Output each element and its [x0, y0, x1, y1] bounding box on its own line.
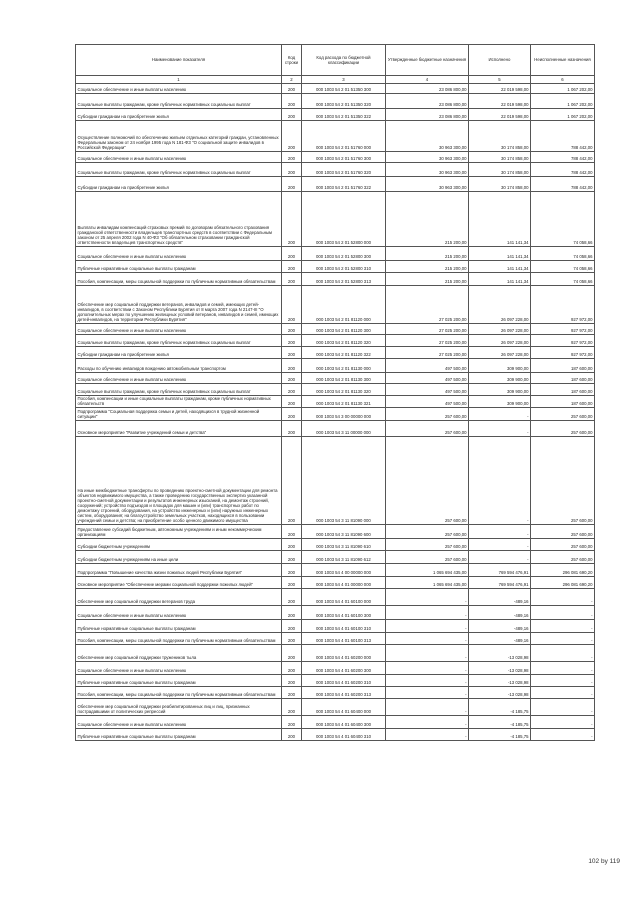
table-row: [76, 525, 595, 539]
cell-executed: -489,16: [469, 633, 531, 645]
table-row: [76, 324, 595, 335]
cell-name: Субсидии гражданам на приобретение жилья: [76, 109, 282, 121]
table-row: [76, 347, 595, 359]
table-row: [76, 539, 595, 551]
cell-code: 200: [282, 699, 302, 716]
cell-executed: -: [469, 437, 531, 525]
cell-name: Обеспечение мер социальной поддержки ветеранов труда: [76, 589, 282, 606]
cell-unexecuted: 74 058,66: [531, 247, 595, 261]
cell-name: Обеспечение мер социальной поддержки реабилитированных лиц и лиц, признанных пострадавшими от политических репрессий: [76, 699, 282, 716]
cell-executed: 22 019 598,00: [469, 84, 531, 94]
cell-name: Публичные нормативные социальные выплаты гражданам: [76, 675, 282, 687]
cell-kbk: 000 1003 54 3 11 81090 000: [302, 437, 386, 525]
cell-code: 200: [282, 539, 302, 551]
column-number: 6: [531, 76, 595, 84]
cell-approved: -: [386, 645, 469, 662]
cell-name: Подпрограмма "Социальная поддержка семьи и детей, находящихся в трудной жизненной ситуации": [76, 408, 282, 421]
column-number: 1: [76, 76, 282, 84]
header-kbk: Код расхода по бюджетной классификации: [302, 45, 386, 76]
table-row: [76, 261, 595, 273]
cell-kbk: 000 1003 54 2 01 81120 300: [302, 324, 386, 335]
cell-code: 200: [282, 662, 302, 675]
cell-name: Пособия, компенсации и иные социальные выплаты гражданам, кроме публичных нормативных обязательств: [76, 396, 282, 408]
cell-kbk: 000 1003 54 4 01 60400 300: [302, 716, 386, 729]
cell-kbk: 000 1003 54 2 01 51350 322: [302, 109, 386, 121]
cell-unexecuted: 187 600,00: [531, 384, 595, 396]
cell-name: Пособия, компенсации, меры социальной поддержки по публичным нормативным обязательствам: [76, 273, 282, 286]
cell-executed: 769 594 476,91: [469, 564, 531, 577]
table-header: [76, 45, 595, 84]
table-row: [76, 335, 595, 347]
cell-approved: 27 025 200,00: [386, 347, 469, 359]
cell-kbk: 000 1003 54 2 01 52800 000: [302, 192, 386, 247]
cell-approved: 257 600,00: [386, 421, 469, 437]
cell-unexecuted: -: [531, 699, 595, 716]
cell-kbk: 000 1003 54 4 01 60200 310: [302, 675, 386, 687]
cell-executed: 769 594 476,91: [469, 577, 531, 589]
cell-approved: 30 963 300,00: [386, 163, 469, 177]
cell-kbk: 000 1003 54 2 01 81130 321: [302, 396, 386, 408]
table-row: [76, 675, 595, 687]
cell-name: Обеспечение мер социальной поддержки тружеников тыла: [76, 645, 282, 662]
cell-unexecuted: 1 067 202,00: [531, 109, 595, 121]
cell-executed: 309 900,00: [469, 384, 531, 396]
cell-approved: 30 963 300,00: [386, 177, 469, 192]
cell-name: Субсидии гражданам на приобретение жилья: [76, 347, 282, 359]
header-name: Наименование показателя: [76, 45, 282, 76]
cell-kbk: 000 1003 54 2 01 52800 313: [302, 273, 386, 286]
cell-executed: -4 185,75: [469, 716, 531, 729]
cell-kbk: 000 1003 54 4 01 60100 313: [302, 633, 386, 645]
table-row: [76, 577, 595, 589]
cell-executed: 30 174 858,00: [469, 163, 531, 177]
cell-name: Социальное обеспечение и иные выплаты населению: [76, 152, 282, 163]
cell-unexecuted: 187 600,00: [531, 396, 595, 408]
cell-kbk: 000 1003 54 2 01 81130 300: [302, 373, 386, 384]
cell-approved: 1 065 694 435,00: [386, 577, 469, 589]
cell-code: 200: [282, 163, 302, 177]
cell-code: 200: [282, 577, 302, 589]
cell-name: Основное мероприятие "Развитие учреждений семьи и детства": [76, 421, 282, 437]
cell-name: Пособия, компенсации, меры социальной поддержки по публичным нормативным обязательствам: [76, 687, 282, 699]
cell-approved: -: [386, 716, 469, 729]
table-row: [76, 729, 595, 741]
cell-executed: 26 097 228,00: [469, 335, 531, 347]
cell-executed: -489,16: [469, 606, 531, 620]
cell-unexecuted: -: [531, 589, 595, 606]
cell-approved: 27 025 200,00: [386, 335, 469, 347]
cell-unexecuted: 927 972,00: [531, 335, 595, 347]
cell-unexecuted: 927 972,00: [531, 286, 595, 324]
cell-unexecuted: 74 058,66: [531, 273, 595, 286]
cell-name: Расходы по обучению инвалидов вождению автомобильным транспортом: [76, 359, 282, 373]
cell-unexecuted: 74 058,66: [531, 192, 595, 247]
cell-kbk: 000 1003 54 3 11 81090 612: [302, 551, 386, 564]
cell-kbk: 000 1003 54 4 01 60100 300: [302, 606, 386, 620]
cell-unexecuted: -: [531, 729, 595, 741]
cell-executed: 309 900,00: [469, 373, 531, 384]
table-row: [76, 408, 595, 421]
cell-approved: -: [386, 606, 469, 620]
cell-name: Социальные выплаты гражданам, кроме публичных нормативных социальных выплат: [76, 384, 282, 396]
cell-kbk: 000 1003 54 3 11 81090 610: [302, 539, 386, 551]
cell-kbk: 000 1003 54 4 01 60100 000: [302, 589, 386, 606]
table-row: [76, 373, 595, 384]
table-row: [76, 84, 595, 94]
cell-code: 200: [282, 606, 302, 620]
cell-unexecuted: 257 600,00: [531, 421, 595, 437]
cell-code: 200: [282, 551, 302, 564]
table-row: [76, 109, 595, 121]
cell-executed: 141 141,34: [469, 192, 531, 247]
cell-executed: 309 900,00: [469, 396, 531, 408]
cell-name: Социальные выплаты гражданам, кроме публичных нормативных социальных выплат: [76, 94, 282, 109]
cell-unexecuted: 788 442,00: [531, 121, 595, 152]
cell-name: Субсидии гражданам на приобретение жилья: [76, 177, 282, 192]
cell-code: 200: [282, 335, 302, 347]
table-row: [76, 437, 595, 525]
cell-approved: 215 200,00: [386, 192, 469, 247]
cell-name: Социальное обеспечение и иные выплаты населению: [76, 716, 282, 729]
cell-kbk: 000 1003 54 2 01 52800 310: [302, 261, 386, 273]
cell-name: Социальные выплаты гражданам, кроме публичных нормативных социальных выплат: [76, 163, 282, 177]
cell-code: 200: [282, 121, 302, 152]
table-row: [76, 247, 595, 261]
cell-approved: 215 200,00: [386, 247, 469, 261]
table-row: [76, 606, 595, 620]
cell-unexecuted: -: [531, 687, 595, 699]
table-row: [76, 192, 595, 247]
header-approved: Утвержденные бюджетные назначения: [386, 45, 469, 76]
cell-code: 200: [282, 177, 302, 192]
cell-name: Социальное обеспечение и иные выплаты населению: [76, 84, 282, 94]
table-row: [76, 645, 595, 662]
cell-kbk: 000 1003 54 4 01 60400 310: [302, 729, 386, 741]
budget-report-sheet: [75, 44, 594, 741]
cell-executed: 22 019 598,00: [469, 109, 531, 121]
cell-unexecuted: 296 081 690,20: [531, 564, 595, 577]
cell-approved: -: [386, 729, 469, 741]
cell-executed: 30 174 858,00: [469, 152, 531, 163]
cell-code: 200: [282, 396, 302, 408]
cell-unexecuted: -: [531, 675, 595, 687]
cell-kbk: 000 1003 54 2 01 51760 322: [302, 177, 386, 192]
cell-executed: 141 141,34: [469, 261, 531, 273]
cell-code: 200: [282, 324, 302, 335]
cell-approved: 257 600,00: [386, 408, 469, 421]
cell-name: Субсидии бюджетным учреждениям на иные цели: [76, 551, 282, 564]
cell-approved: -: [386, 589, 469, 606]
cell-approved: 497 500,00: [386, 373, 469, 384]
cell-unexecuted: 1 067 202,00: [531, 84, 595, 94]
cell-code: 200: [282, 675, 302, 687]
cell-unexecuted: 927 972,00: [531, 347, 595, 359]
cell-executed: 141 141,34: [469, 247, 531, 261]
cell-approved: 257 600,00: [386, 539, 469, 551]
cell-unexecuted: -: [531, 645, 595, 662]
cell-kbk: 000 1003 54 2 01 51760 000: [302, 121, 386, 152]
cell-unexecuted: 927 972,00: [531, 324, 595, 335]
cell-kbk: 000 1003 54 4 01 60200 300: [302, 662, 386, 675]
cell-unexecuted: -: [531, 633, 595, 645]
cell-approved: -: [386, 662, 469, 675]
budget-execution-table: [75, 44, 595, 741]
cell-name: Социальное обеспечение и иные выплаты населению: [76, 373, 282, 384]
table-row: [76, 699, 595, 716]
column-number: 5: [469, 76, 531, 84]
cell-code: 200: [282, 84, 302, 94]
cell-approved: 23 086 800,00: [386, 94, 469, 109]
cell-approved: -: [386, 675, 469, 687]
cell-approved: -: [386, 699, 469, 716]
cell-executed: -489,16: [469, 589, 531, 606]
cell-kbk: 000 1003 54 2 01 52800 300: [302, 247, 386, 261]
table-body: [76, 84, 595, 741]
cell-name: Основное мероприятие "Обеспечение мерами социальной поддержки пожилых людей": [76, 577, 282, 589]
cell-approved: 497 500,00: [386, 384, 469, 396]
cell-unexecuted: 187 600,00: [531, 359, 595, 373]
cell-code: 200: [282, 525, 302, 539]
cell-executed: -: [469, 421, 531, 437]
cell-approved: 257 600,00: [386, 551, 469, 564]
cell-code: 200: [282, 359, 302, 373]
cell-executed: -: [469, 408, 531, 421]
cell-approved: 30 963 300,00: [386, 152, 469, 163]
cell-code: 200: [282, 347, 302, 359]
cell-kbk: 000 1003 54 2 01 81120 322: [302, 347, 386, 359]
cell-name: Социальные выплаты гражданам, кроме публичных нормативных социальных выплат: [76, 335, 282, 347]
cell-approved: -: [386, 687, 469, 699]
cell-code: 200: [282, 589, 302, 606]
cell-approved: 27 025 200,00: [386, 324, 469, 335]
cell-executed: 26 097 228,00: [469, 286, 531, 324]
cell-name: Публичные нормативные социальные выплаты гражданам: [76, 620, 282, 633]
header-code: Код строки: [282, 45, 302, 76]
cell-kbk: 000 1003 54 2 01 51350 300: [302, 84, 386, 94]
cell-kbk: 000 1003 54 3 11 00000 000: [302, 421, 386, 437]
cell-code: 200: [282, 564, 302, 577]
cell-code: 200: [282, 152, 302, 163]
column-number: 3: [302, 76, 386, 84]
table-row: [76, 384, 595, 396]
cell-code: 200: [282, 373, 302, 384]
cell-code: 200: [282, 384, 302, 396]
cell-approved: 23 086 800,00: [386, 84, 469, 94]
cell-kbk: 000 1003 54 3 11 81090 600: [302, 525, 386, 539]
cell-code: 200: [282, 286, 302, 324]
cell-approved: 215 200,00: [386, 273, 469, 286]
cell-kbk: 000 1003 54 2 01 51760 300: [302, 152, 386, 163]
table-row: [76, 551, 595, 564]
table-row: [76, 273, 595, 286]
table-row: [76, 620, 595, 633]
cell-name: Социальное обеспечение и иные выплаты населению: [76, 247, 282, 261]
table-row: [76, 121, 595, 152]
cell-unexecuted: -: [531, 662, 595, 675]
table-row: [76, 687, 595, 699]
cell-name: Социальное обеспечение и иные выплаты населению: [76, 606, 282, 620]
table-row: [76, 421, 595, 437]
table-row: [76, 286, 595, 324]
cell-code: 200: [282, 421, 302, 437]
cell-approved: 27 025 200,00: [386, 286, 469, 324]
cell-name: Подпрограмма "Повышение качества жизни пожилых людей Республики Бурятия": [76, 564, 282, 577]
cell-unexecuted: 257 600,00: [531, 551, 595, 564]
cell-code: 200: [282, 687, 302, 699]
cell-unexecuted: 1 067 202,00: [531, 94, 595, 109]
cell-approved: -: [386, 620, 469, 633]
cell-approved: 23 086 800,00: [386, 109, 469, 121]
cell-unexecuted: -: [531, 606, 595, 620]
cell-executed: 26 097 228,00: [469, 324, 531, 335]
cell-kbk: 000 1003 54 2 01 51350 320: [302, 94, 386, 109]
cell-code: 200: [282, 437, 302, 525]
cell-executed: 26 097 228,00: [469, 347, 531, 359]
cell-executed: 30 174 858,00: [469, 121, 531, 152]
cell-code: 200: [282, 192, 302, 247]
cell-executed: -4 185,75: [469, 699, 531, 716]
cell-kbk: 000 1003 54 4 01 60200 000: [302, 645, 386, 662]
cell-code: 200: [282, 716, 302, 729]
table-row: [76, 152, 595, 163]
cell-executed: 22 019 598,00: [469, 94, 531, 109]
cell-approved: -: [386, 633, 469, 645]
cell-executed: 309 900,00: [469, 359, 531, 373]
cell-executed: 141 141,34: [469, 273, 531, 286]
cell-name: Выплаты инвалидам компенсаций страховых премий по договорам обязательного страхования гражданской ответственности владельцев транспортных средств в соответствии с Федеральным законом от 25 апреля 2002 года N 40-ФЗ "Об обязательном страховании гражданской ответственности владельцев транспортных средств": [76, 192, 282, 247]
cell-unexecuted: 296 081 690,20: [531, 577, 595, 589]
cell-approved: 215 200,00: [386, 261, 469, 273]
cell-approved: 497 500,00: [386, 359, 469, 373]
cell-unexecuted: 788 442,00: [531, 177, 595, 192]
cell-executed: -13 028,98: [469, 645, 531, 662]
cell-executed: -13 028,98: [469, 687, 531, 699]
cell-approved: 257 600,00: [386, 437, 469, 525]
cell-name: Предоставление субсидий бюджетным, автономным учреждениям и иным некоммерческим организациям: [76, 525, 282, 539]
cell-name: Пособия, компенсации, меры социальной поддержки по публичным нормативным обязательствам: [76, 633, 282, 645]
column-number: 2: [282, 76, 302, 84]
cell-executed: -: [469, 539, 531, 551]
table-row: [76, 633, 595, 645]
cell-kbk: 000 1003 54 2 01 81120 320: [302, 335, 386, 347]
cell-kbk: 000 1003 54 4 01 60400 000: [302, 699, 386, 716]
cell-name: Публичные нормативные социальные выплаты гражданам: [76, 261, 282, 273]
table-row: [76, 94, 595, 109]
cell-code: 200: [282, 633, 302, 645]
cell-kbk: 000 1003 54 3 00 00000 000: [302, 408, 386, 421]
cell-unexecuted: 74 058,66: [531, 261, 595, 273]
cell-approved: 497 500,00: [386, 396, 469, 408]
cell-name: Осуществление полномочий по обеспечению жильем отдельных категорий граждан, установленных Федеральным законом от 24 ноября 1995 года N 181-ФЗ "О социальной защите инвалидов в Российской Федерации": [76, 121, 282, 152]
cell-unexecuted: -: [531, 620, 595, 633]
cell-code: 200: [282, 261, 302, 273]
cell-executed: -13 028,98: [469, 675, 531, 687]
cell-unexecuted: 187 600,00: [531, 373, 595, 384]
cell-approved: 30 963 300,00: [386, 121, 469, 152]
cell-kbk: 000 1003 54 4 00 00000 000: [302, 564, 386, 577]
cell-code: 200: [282, 109, 302, 121]
cell-code: 200: [282, 94, 302, 109]
table-row: [76, 359, 595, 373]
header-executed: Исполнено: [469, 45, 531, 76]
cell-executed: -13 028,98: [469, 662, 531, 675]
column-number-row: [76, 76, 595, 84]
table-row: [76, 396, 595, 408]
cell-name: Социальное обеспечение и иные выплаты населению: [76, 662, 282, 675]
cell-unexecuted: 257 600,00: [531, 539, 595, 551]
cell-unexecuted: -: [531, 716, 595, 729]
cell-executed: -4 185,75: [469, 729, 531, 741]
cell-kbk: 000 1003 54 4 01 00000 000: [302, 577, 386, 589]
cell-name: На иные межбюджетные трансферты по проведению проектно-сметной документации для ремонта объектов недвижимого имущества, а также проведению государственных экспертиз указанной проектно-сметной документации и результатов инженерных изысканий, на демонтаж строений, сооружений; устройство подъездов и площадок для машин и (или) транспортных работ по демонтажу строений, оборудования, на устройство инженерных и (или) наружных инженерных систем, оборудования; на благоустройство земельных участков, находящихся в пользовании учреждений семьи и детства; на приобретение особо ценного движимого имущества: [76, 437, 282, 525]
cell-kbk: 000 1003 54 4 01 60200 313: [302, 687, 386, 699]
cell-kbk: 000 1003 54 2 01 81130 320: [302, 384, 386, 396]
cell-code: 200: [282, 645, 302, 662]
table-row: [76, 662, 595, 675]
table-row: [76, 163, 595, 177]
cell-approved: 1 065 694 435,00: [386, 564, 469, 577]
cell-kbk: 000 1003 54 4 01 60100 310: [302, 620, 386, 633]
cell-name: Обеспечение мер социальной поддержки ветеранов, инвалидов и семей, имеющих детей-инвалидов, в соответствии с Законом Республики Бурятия от 8 марта 2007 года N 2147-III "О дополнительных мерах по улучшению жилищных условий ветеранов, инвалидов и семей, имеющих детей-инвалидов, на территории Республики Бурятия": [76, 286, 282, 324]
column-number: 4: [386, 76, 469, 84]
cell-kbk: 000 1003 54 2 01 51760 320: [302, 163, 386, 177]
cell-kbk: 000 1003 54 2 01 81130 000: [302, 359, 386, 373]
header-unexecuted: Неисполненные назначения: [531, 45, 595, 76]
cell-executed: -489,16: [469, 620, 531, 633]
table-row: [76, 589, 595, 606]
cell-executed: -: [469, 551, 531, 564]
table-row: [76, 177, 595, 192]
cell-name: Публичные нормативные социальные выплаты гражданам: [76, 729, 282, 741]
cell-unexecuted: 788 442,00: [531, 163, 595, 177]
cell-code: 200: [282, 729, 302, 741]
cell-approved: 257 600,00: [386, 525, 469, 539]
table-row: [76, 564, 595, 577]
cell-code: 200: [282, 620, 302, 633]
cell-kbk: 000 1003 54 2 01 81120 000: [302, 286, 386, 324]
table-row: [76, 716, 595, 729]
cell-name: Социальное обеспечение и иные выплаты населению: [76, 324, 282, 335]
cell-code: 200: [282, 273, 302, 286]
cell-unexecuted: 257 600,00: [531, 437, 595, 525]
cell-executed: 30 174 858,00: [469, 177, 531, 192]
cell-code: 200: [282, 408, 302, 421]
cell-executed: -: [469, 525, 531, 539]
cell-unexecuted: 257 600,00: [531, 525, 595, 539]
cell-unexecuted: 257 600,00: [531, 408, 595, 421]
cell-unexecuted: 788 442,00: [531, 152, 595, 163]
cell-name: Субсидии бюджетным учреждениям: [76, 539, 282, 551]
page-number: 102 by 119: [588, 858, 620, 865]
cell-code: 200: [282, 247, 302, 261]
